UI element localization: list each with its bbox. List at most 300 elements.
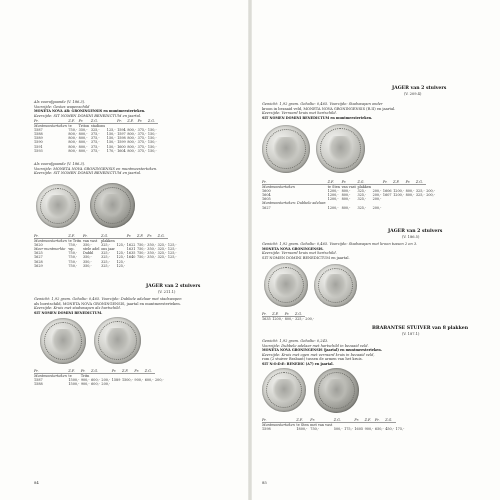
table-cell: 800,- — [341, 197, 351, 202]
table-cell: 200,- — [372, 189, 382, 194]
table-cell: 1600 — [117, 144, 126, 149]
table-header-cell: Pr. — [262, 180, 328, 185]
coin-image — [314, 368, 359, 413]
table-cell: 125,- — [116, 243, 126, 248]
table-header-cell: Z.G. — [334, 418, 344, 423]
table-cell: 800,- — [405, 193, 415, 198]
description-line: SIT NOMEN DOMINI BENEDICTUM. — [34, 310, 103, 315]
coin-image — [264, 263, 308, 307]
table-cell: 1598 — [117, 136, 126, 141]
table-cell: 750,- — [68, 259, 78, 264]
coin-image — [262, 368, 306, 412]
page-number: 85 — [262, 480, 267, 485]
table-header-cell: Pr. — [34, 119, 68, 124]
table-cell: stadions — [90, 124, 106, 129]
table-cell: 325,- — [357, 205, 367, 210]
table-cell: van vast — [82, 239, 98, 244]
table-cell: 750,- — [68, 243, 78, 248]
table-cell — [145, 382, 155, 386]
table-cell: 150,- — [147, 148, 157, 153]
price-table-1 — [34, 119, 158, 153]
table-header-cell: Z.F. — [68, 119, 78, 124]
table-cell: 800,- — [284, 317, 294, 322]
table-cell: 125,- — [106, 128, 116, 133]
table-cell: te Sten — [296, 423, 309, 428]
table-cell: 800,- — [78, 136, 88, 141]
table-cell: 750,- — [136, 255, 146, 260]
intro-line: MONETA NOVA AR: GRONINGENSIS en muntmeesterteken. — [34, 109, 146, 113]
table-cell: 325,- — [90, 128, 100, 133]
table-cell: 750,- — [68, 251, 78, 256]
description-line: Keerzijde: Verraard kruis met hartschild. — [262, 111, 337, 115]
table-cell: te Tritn — [68, 239, 82, 244]
table-cell: 325,- — [101, 263, 110, 268]
table-cell: 800,- — [68, 148, 78, 153]
table-cell: 1800,- — [296, 427, 308, 432]
table-cell: 350,- — [147, 255, 156, 260]
table-cell: 900,- — [364, 427, 374, 432]
table-header-cell: Fr. — [81, 369, 91, 374]
table-cell: 750,- — [68, 263, 78, 268]
table-cell: plakken — [357, 185, 372, 190]
table-cell: 1589 — [111, 378, 121, 383]
table-cell — [158, 264, 168, 268]
table-header-cell: Pr. — [112, 369, 122, 374]
table-header-cell: Z.F. — [137, 234, 147, 239]
table-cell: 200,- — [372, 197, 382, 202]
table-cell: 125,- — [116, 255, 126, 260]
table-cell: 375,- — [137, 148, 147, 153]
description-line: MONETA NOVA GRONINGENSIS (jaartal) en muntmeesterteken. — [262, 348, 382, 352]
table-header-cell: Pr. — [354, 418, 364, 423]
table-cell: 1200,- — [327, 205, 339, 210]
table-cell: 325,- — [415, 189, 425, 194]
table-cell: 800,- — [78, 148, 88, 153]
table-cell: 1591 — [34, 144, 43, 149]
table-cell: 375,- — [137, 128, 147, 133]
table-cell: 1622 — [126, 243, 136, 248]
table-cell: 325,- — [101, 255, 110, 260]
intro2-line: Keerzijde: SIT NOMEN DOMINI BENEDICTUM en jaartal. — [34, 171, 142, 175]
table-cell: 175,- — [395, 427, 405, 432]
table-cell: 1640 — [126, 255, 136, 260]
table-cell: 1200,- — [327, 193, 339, 198]
table-cell: 800,- — [78, 132, 88, 137]
table-cell: 150,- — [106, 140, 116, 145]
right-page — [252, 0, 500, 500]
table-cell: 200,- — [155, 378, 164, 383]
section-ref: (V. 211.1) — [158, 290, 176, 294]
intro-line: Voorzijde: Gestes wapenschild — [34, 104, 90, 109]
table-cell: 1598 — [262, 427, 271, 432]
table-cell: 200,- — [426, 193, 435, 198]
description-line: Gewicht: 1,92 gram. Gehalte: 0,465. Voorzijde: Dubbele adelaar met stadswapen — [34, 297, 182, 301]
table-cell: 150,- — [106, 132, 116, 137]
table-cell — [147, 264, 157, 268]
table-cell: 350,- — [82, 259, 92, 264]
table-cell: 350,- — [147, 243, 156, 248]
table-row — [262, 427, 406, 431]
table-header-cell: Z.G. — [357, 180, 372, 185]
table-cell — [137, 264, 147, 268]
table-cell: 600,- — [144, 378, 154, 383]
description-line: SIT NOMEN DOMINI BENEDICTUM en jaartal. — [262, 255, 350, 260]
table-header-cell: Z.G. — [148, 119, 158, 124]
section-ref: (V. 209.4) — [404, 92, 422, 96]
table-cell: 800,- — [68, 136, 78, 141]
table-cell: 1604 — [262, 193, 271, 198]
description-line: Keerzijde: Kruis met stadswapen als hartschild. — [34, 306, 121, 310]
coin-image — [90, 183, 135, 228]
table-cell: 325,- — [157, 247, 167, 252]
table-cell: te Sten — [327, 185, 340, 190]
section-ref: (V. 186.5) — [402, 235, 420, 239]
table-cell: 1593 — [34, 148, 43, 153]
section-title: JAGER van 2 stuivers — [392, 86, 447, 91]
description-line: Gewicht: 1,92 gram. Gehalte: 0,465. Voorzijde: Stadswapen onder — [262, 102, 383, 106]
table-cell: wp. — [68, 247, 75, 252]
table-cell — [112, 382, 122, 386]
table-cell: 325,- — [415, 193, 425, 198]
description-line: Keerzijde: Verraard kruis met hartschild. — [262, 251, 337, 255]
table-cell: 1599 — [117, 140, 126, 145]
table-row — [34, 149, 158, 153]
table-cell: met van vast — [310, 423, 333, 428]
section-ref: (V. 187.1) — [402, 332, 420, 336]
intro2-line: Voorzijde: MONETA NOVA GRONINGENSIS en muntmeesterteken. — [34, 166, 158, 171]
table-cell: ons jaar — [101, 247, 115, 252]
table-cell: 1625 — [34, 251, 43, 256]
price-table-6 — [262, 418, 406, 431]
table-cell: 800,- — [78, 140, 88, 145]
table-header-cell: Z.F. — [68, 234, 83, 239]
description-line: MONETA NOVA GRONINGENSIS. — [262, 246, 324, 251]
intro-line: Als voorafgaande (V. 186.3). — [34, 100, 86, 104]
table-cell: stele adel — [82, 247, 100, 252]
table-cell: Muntmeesterteken — [262, 185, 295, 190]
table-cell: Muntmeesterteken — [34, 374, 67, 379]
table-cell: 900,- — [80, 378, 90, 383]
table-cell: 125,- — [167, 247, 177, 252]
table-cell: 375,- — [137, 136, 147, 141]
table-cell: 1589 — [34, 136, 43, 141]
table-cell — [134, 382, 144, 386]
table-cell: 325,- — [101, 259, 110, 264]
coin-image — [94, 317, 141, 364]
table-header-cell: Z.G. — [295, 312, 305, 317]
table-cell: Muntmeesterteken: Dubbele adelaar. — [262, 201, 327, 206]
table-cell: 750,- — [68, 128, 78, 133]
table-header-cell: Z.F. — [272, 312, 284, 317]
table-cell: 150,- — [147, 136, 157, 141]
coin-image — [36, 184, 80, 228]
table-cell: 125,- — [116, 263, 126, 268]
table-header-cell: Z.F. — [127, 119, 137, 124]
table-cell: 800,- — [341, 193, 351, 198]
table-cell: 750,- — [136, 251, 146, 256]
coin-image — [314, 264, 357, 307]
table-cell: 375,- — [137, 140, 147, 145]
table-cell: 1588 — [34, 132, 43, 137]
table-cell: 325,- — [101, 251, 110, 256]
price-table-3 — [34, 369, 165, 386]
table-cell — [426, 206, 436, 210]
table-cell: 800,- — [127, 136, 137, 141]
coin-image — [316, 124, 365, 173]
table-cell — [426, 197, 436, 201]
table-cell: Muntmeesterteken — [34, 124, 67, 129]
description-line: kroon in bezaaid veld, MONETA NOVA GRONINGENSIS (R.II) en jaartal. — [262, 106, 396, 111]
table-cell: 150,- — [106, 144, 116, 149]
table-cell: 1635 — [126, 251, 136, 256]
table-cell: 350,- — [82, 263, 92, 268]
table-cell: 800,- — [127, 132, 137, 137]
table-cell: 1200,- — [393, 189, 404, 194]
table-cell: 200,- — [372, 205, 382, 210]
table-header-cell: Fr. — [406, 180, 416, 185]
price-table-5 — [262, 312, 316, 321]
table-cell: 1200,- — [393, 193, 404, 198]
table-cell: 800,- — [78, 144, 88, 149]
table-cell: 450,- — [385, 427, 394, 432]
table-cell: 1588 — [34, 382, 43, 387]
table-header-cell: Z.G. — [91, 369, 101, 374]
table-header-cell: Fr. — [147, 234, 157, 239]
price-table-2 — [34, 234, 178, 268]
table-cell: 1200,- — [327, 189, 339, 194]
table-cell: 600,- — [91, 382, 100, 387]
table-cell: 800,- — [127, 144, 137, 149]
table-cell: 170,- — [106, 148, 116, 153]
left-page — [0, 0, 248, 500]
table-cell: 1500,- — [68, 378, 80, 383]
table-cell: Triton — [78, 124, 90, 129]
table-cell: 200,- — [101, 382, 111, 387]
table-cell: 150,- — [147, 140, 157, 145]
table-header-cell: Fr. — [138, 119, 148, 124]
table-cell: 200,- — [305, 316, 314, 321]
table-cell: 750,- — [136, 247, 146, 252]
table-header-cell: Z.F. — [68, 369, 80, 374]
table-cell: 1587 — [34, 128, 43, 133]
table-cell: 1200,- — [272, 317, 284, 322]
table-cell: 1606 — [382, 189, 392, 194]
table-cell: te — [68, 374, 72, 379]
table-header-cell: Pr. — [127, 234, 137, 239]
table-cell — [155, 382, 165, 386]
table-cell: 350,- — [78, 128, 88, 133]
table-cell: 1629 — [34, 263, 43, 268]
table-cell: Meer muntmerkte — [34, 247, 66, 252]
table-cell: 325,- — [157, 251, 167, 256]
table-cell: Dubbl — [82, 251, 94, 256]
table-cell: 1620 — [34, 243, 43, 248]
table-cell: te — [68, 124, 72, 129]
table-cell: 1605 — [354, 427, 364, 432]
intro2-line: Als voorafgaande (V. 186.3). — [34, 162, 86, 166]
description-line: Voorzijde: Dubbele adelaar met hartschild in bezaaid veld. — [262, 343, 369, 348]
table-header-cell: Z.F. — [365, 418, 375, 423]
page-number: 84 — [34, 480, 39, 485]
table-cell: 1597 — [117, 132, 126, 137]
table-cell: 600,- — [91, 378, 100, 383]
table-header-cell: Z.G. — [158, 234, 168, 239]
table-cell: 800,- — [68, 144, 78, 149]
table-cell: 650,- — [374, 427, 384, 432]
table-header-cell: Pr. — [262, 312, 272, 317]
table-header-cell: Fr. — [79, 119, 91, 124]
table-cell: 1587 — [34, 378, 43, 383]
table-header-cell: Fr. — [285, 312, 295, 317]
description-line: Keerzijde: Kruis met ogen met verraard kruis in bezaaid veld, — [262, 352, 375, 357]
table-cell: 1607 — [382, 193, 392, 198]
table-cell: 1605 — [262, 197, 271, 202]
table-header-cell: Z.G. — [91, 119, 107, 124]
description-line: als borstschild, MONETA NOVA GRONINGENSIS, jaartal en muntmeesterteken. — [34, 301, 181, 306]
table-cell: 800,- — [127, 140, 137, 145]
table-cell: 125,- — [167, 251, 177, 256]
table-cell: 800,- — [68, 140, 78, 145]
table-header-cell: Z.F. — [393, 180, 405, 185]
coin-image — [40, 318, 86, 364]
table-cell: 900,- — [134, 378, 144, 383]
table-cell: 1631 — [126, 247, 136, 252]
table-header-cell: Pr. — [34, 369, 68, 374]
table-cell: 325,- — [101, 243, 110, 248]
table-cell: 150,- — [106, 136, 116, 141]
table-header-cell: Z.F. — [328, 180, 342, 185]
table-cell: 1604 — [117, 148, 126, 153]
table-cell: 1590 — [34, 140, 43, 145]
table-cell: 325,- — [157, 255, 167, 260]
table-header-cell: Fr. — [310, 418, 334, 423]
table-header-cell: Z.F. — [122, 369, 134, 374]
table-cell: 375,- — [90, 136, 100, 141]
table-cell: 800,- — [341, 189, 351, 194]
table-cell: 350,- — [82, 243, 92, 248]
intro-line: Keerzijde: SIT NOMEN DOMINI BENEDICTUM en jaartal. — [34, 113, 142, 118]
table-cell: 150,- — [147, 128, 157, 133]
table-cell: 750,- — [68, 255, 78, 260]
table-header-cell: Pr. — [383, 180, 393, 185]
table-header-cell: Fr. — [375, 418, 385, 423]
table-cell: 125,- — [116, 251, 126, 256]
table-row — [34, 382, 165, 386]
table-cell: 800,- — [127, 148, 137, 153]
table-cell: Muntmeesterteken — [262, 423, 295, 428]
table-cell — [406, 206, 416, 210]
table-header-cell: Z.G. — [101, 234, 116, 239]
table-cell: 325,- — [157, 243, 167, 248]
table-cell: 800,- — [127, 128, 137, 133]
table-cell: 375,- — [90, 148, 100, 153]
table-cell: 375,- — [90, 140, 100, 145]
table-header-cell: Fr. — [134, 369, 144, 374]
table-header-cell: Fr. — [342, 180, 358, 185]
table-header-cell: Pr. — [34, 234, 68, 239]
section-title: JAGER van 2 stuivers — [388, 229, 443, 234]
table-cell: 325,- — [357, 189, 367, 194]
table-cell: 1500,- — [121, 378, 133, 383]
table-cell: Tritn — [80, 374, 90, 379]
table-cell: 200,- — [101, 378, 111, 383]
description-line: SIT N:O:D:E: BENEDIC (A7) en jaartal. — [262, 361, 334, 366]
price-table-4 — [262, 180, 436, 210]
table-cell — [127, 264, 137, 268]
table-cell: 900,- — [80, 382, 90, 387]
table-cell: 750,- — [310, 427, 319, 432]
table-header-cell: Z.G. — [145, 369, 155, 374]
table-cell: 150,- — [147, 132, 157, 137]
table-header-cell: Pr. — [117, 119, 127, 124]
section-title: JAGER van 2 stuivers — [146, 284, 201, 289]
table-header-cell: Fr. — [83, 234, 101, 239]
table-cell: plakken — [101, 239, 115, 244]
table-cell: Muntmeesterteken — [34, 239, 67, 244]
table-cell: 200,- — [372, 193, 382, 198]
table-cell: 350,- — [82, 255, 92, 260]
table-cell: 500,- — [333, 427, 343, 432]
table-row — [262, 317, 316, 322]
table-cell — [383, 206, 393, 210]
table-cell: 200,- — [426, 189, 435, 194]
table-row — [34, 264, 178, 268]
description-line: rom (2 stuiver Brabant) tussen de armen van het kruis. — [262, 357, 363, 361]
table-cell: 325,- — [357, 197, 367, 202]
table-cell — [122, 382, 134, 386]
table-cell: 125,- — [116, 259, 126, 264]
table-cell: 350,- — [147, 251, 156, 256]
table-cell: 800,- — [405, 189, 415, 194]
table-header-cell: Z.G. — [385, 418, 395, 423]
table-cell: 1628 — [34, 259, 43, 264]
table-cell: 375,- — [137, 144, 147, 149]
table-cell: 1500,- — [68, 382, 80, 387]
table-cell: 125,- — [167, 243, 177, 248]
description-line: SIT NOMEN DOMINI BENEDICTUM en muntmeesterteken. — [262, 115, 373, 120]
description-line: Gewicht: 1,92 gram. Gehalte: 0,465. Voorzijde: Stadswapen met kroon tussen 2 en 3. — [262, 242, 418, 246]
table-cell: 325,- — [294, 317, 304, 322]
table-cell — [393, 206, 405, 210]
table-cell: 750,- — [136, 243, 146, 248]
table-cell: 350,- — [147, 247, 156, 252]
table-cell: 1635 — [262, 317, 271, 322]
table-header-cell: Pr. — [262, 418, 296, 423]
table-header-cell: Z.G. — [416, 180, 426, 185]
table-cell: 1627 — [34, 255, 43, 260]
table-cell — [416, 206, 426, 210]
table-cell: 375,- — [137, 132, 147, 137]
table-cell — [168, 264, 178, 268]
table-header-cell: Z.F. — [296, 418, 310, 423]
table-cell: van vast — [341, 185, 356, 190]
section-title: BRABANTSE STUIVER van 8 plakken — [372, 326, 469, 331]
table-cell: 125,- — [167, 255, 177, 260]
table-cell: 175,- — [344, 427, 353, 432]
table-cell: 800,- — [68, 132, 78, 137]
table-cell: 375,- — [90, 132, 100, 137]
table-cell: 150,- — [147, 144, 157, 149]
table-cell: 800,- — [341, 205, 351, 210]
table-cell: 325,- — [357, 193, 367, 198]
table-cell: 1200,- — [327, 197, 339, 202]
description-line: Gewicht: 1,92 gram. Gehalte: 0,243. — [262, 339, 329, 343]
table-cell: 375,- — [90, 144, 100, 149]
table-cell: 1594 — [117, 128, 126, 133]
coin-image — [262, 125, 310, 173]
table-row — [262, 206, 436, 210]
table-cell: 1627 — [262, 205, 271, 210]
